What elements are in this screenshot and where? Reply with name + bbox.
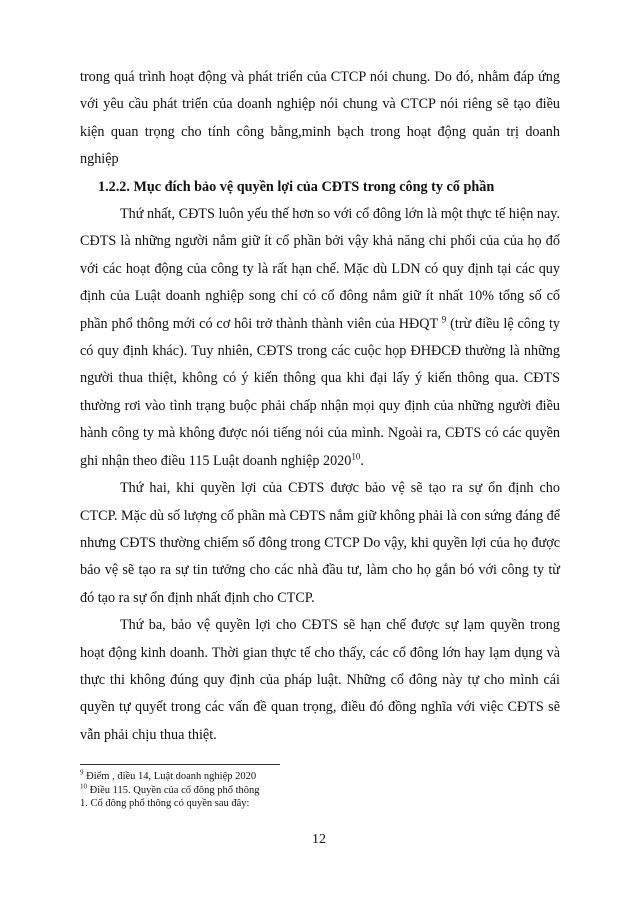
footnote-10 [80, 784, 560, 798]
footnote-9-mark: 9 [80, 768, 84, 777]
footnote-10-line2: 1. Cổ đông phổ thông có quyền sau đây: [80, 798, 250, 809]
body-text [80, 64, 560, 749]
intro-paragraph: trong quá trình hoạt động và phát triển của CTCP nói chung. Do đó, nhằm đáp ứng với yêu cầu phát triển của doanh nghiệp nói chung và CTCP nói riêng sẽ tạo điều kiện quan trọng cho tính công bằng,minh bạch trong hoạt động quản trị doanh nghiệp [80, 69, 560, 168]
footnote-10-text: Điều 115. Quyền của cổ đông phổ thông [87, 784, 260, 796]
paragraph-third: Thứ ba, bảo vệ quyền lợi cho CĐTS sẽ hạn chế được sự lạm quyền trong hoạt động kinh doanh. Thời gian thực tế cho thấy, các cổ đông lớn hay lạm dụng và thực thi không đúng quy định của pháp luật. Những cổ đông này tự cho mình cái quyền tự quyết trong các vấn đề quan trọng, điều đó đồng nghĩa với việc CĐTS sẽ vẫn phải chịu thua thiệt. [80, 617, 560, 743]
section-heading: 1.2.2. Mục đích bảo vệ quyền lợi của CĐTS trong công ty cổ phần [98, 178, 495, 195]
footnote-ref-10[interactable]: 10 [351, 450, 361, 461]
paragraph-first [80, 201, 560, 475]
paragraph-first-part-c: . [360, 452, 364, 469]
page-number: 12 [312, 832, 326, 847]
paragraph-first-part-a: Thứ nhất, CĐTS luôn yếu thế hơn so với cổ đông lớn là một thực tế hiện nay. CĐTS là những người nắm giữ ít cổ phần bởi vậy khả năng chi phối của của họ đố với các hoạt động của công ty là rất hạn chế. Mặc dù LDN có quy định tại các quy định của Luật doanh nghiệp song chỉ có cổ đông nắm giữ ít nhất 10% tổng số cổ phần phổ thông mới có cơ hôi trở thành thành viên của HĐQT [80, 206, 560, 332]
footnote-ref-9[interactable]: 9 [441, 313, 447, 324]
paragraph-first-part-b: (trừ điều lệ công ty có quy định khác). Tuy nhiên, CĐTS trong các cuộc họp ĐHĐCĐ thường là những người thua thiệt, không có ý kiến thông qua khi đại lấy ý kiến thông qua. CĐTS thường rơi vào tình trạng buộc phải chấp nhận mọi quy định của những người điều hành công ty mà không được nói tiếng nói của mình. Ngoài ra, CĐTS có các quyền ghi nhận theo điều 115 Luật doanh nghiệp 2020 [80, 315, 560, 469]
footnotes [80, 770, 560, 811]
footnote-9-text: Điểm , điều 14, Luật doanh nghiệp 2020 [83, 771, 257, 782]
footnote-9 [80, 770, 560, 784]
paragraph-second: Thứ hai, khi quyền lợi của CĐTS được bảo vệ sẽ tạo ra sự ổn định cho CTCP. Mặc dù số lượng cổ phần mà CĐTS nắm giữ không phải là con sứng đáng để nhưng CĐTS thường chiếm số đông trong CTCP Do vậy, khi quyền lợi của họ được bảo vệ sẽ tạo ra sự tin tưởng cho các nhà đầu tư, làm cho họ gắn bó với công ty từ đó tạo ra sự ổn định nhất định cho CTCP. [80, 480, 560, 606]
footnote-10-mark: 10 [80, 782, 87, 790]
footnote-separator [80, 764, 280, 765]
